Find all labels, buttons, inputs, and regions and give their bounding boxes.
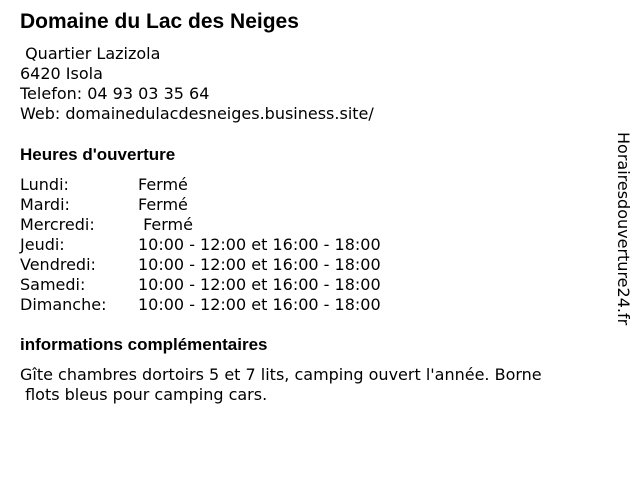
hours-day: Mercredi:	[20, 215, 95, 234]
hours-time: Fermé	[138, 175, 188, 194]
hours-day: Vendredi:	[20, 255, 96, 274]
address-website: Web: domainedulacdesneiges.business.site/	[20, 104, 374, 123]
hours-day: Dimanche:	[20, 295, 107, 314]
hours-time: Fermé	[138, 195, 188, 214]
hours-day: Samedi:	[20, 275, 86, 294]
hours-time: 10:00 - 12:00 et 16:00 - 18:00	[138, 235, 381, 254]
address-city: 6420 Isola	[20, 64, 103, 83]
hours-time: 10:00 - 12:00 et 16:00 - 18:00	[138, 295, 381, 314]
address-street: Quartier Lazizola	[20, 44, 161, 63]
hours-day: Lundi:	[20, 175, 69, 194]
additional-info-heading: informations complémentaires	[20, 335, 268, 354]
site-watermark: Horairesdouverture24.fr	[614, 132, 633, 326]
additional-info-text	[20, 365, 542, 405]
address-phone: Telefon: 04 93 03 35 64	[20, 84, 210, 103]
hours-time: 10:00 - 12:00 et 16:00 - 18:00	[138, 255, 381, 274]
opening-hours-heading: Heures d'ouverture	[20, 145, 176, 164]
hours-day: Jeudi:	[20, 235, 65, 254]
hours-time: 10:00 - 12:00 et 16:00 - 18:00	[138, 275, 381, 294]
info-line: Gîte chambres dortoirs 5 et 7 lits, camping ouvert l'année. Borne	[20, 365, 542, 384]
address-block	[20, 44, 374, 124]
hours-day: Mardi:	[20, 195, 70, 214]
page-title: Domaine du Lac des Neiges	[20, 10, 299, 33]
hours-time: Fermé	[138, 215, 193, 234]
info-line: flots bleus pour camping cars.	[20, 385, 268, 404]
